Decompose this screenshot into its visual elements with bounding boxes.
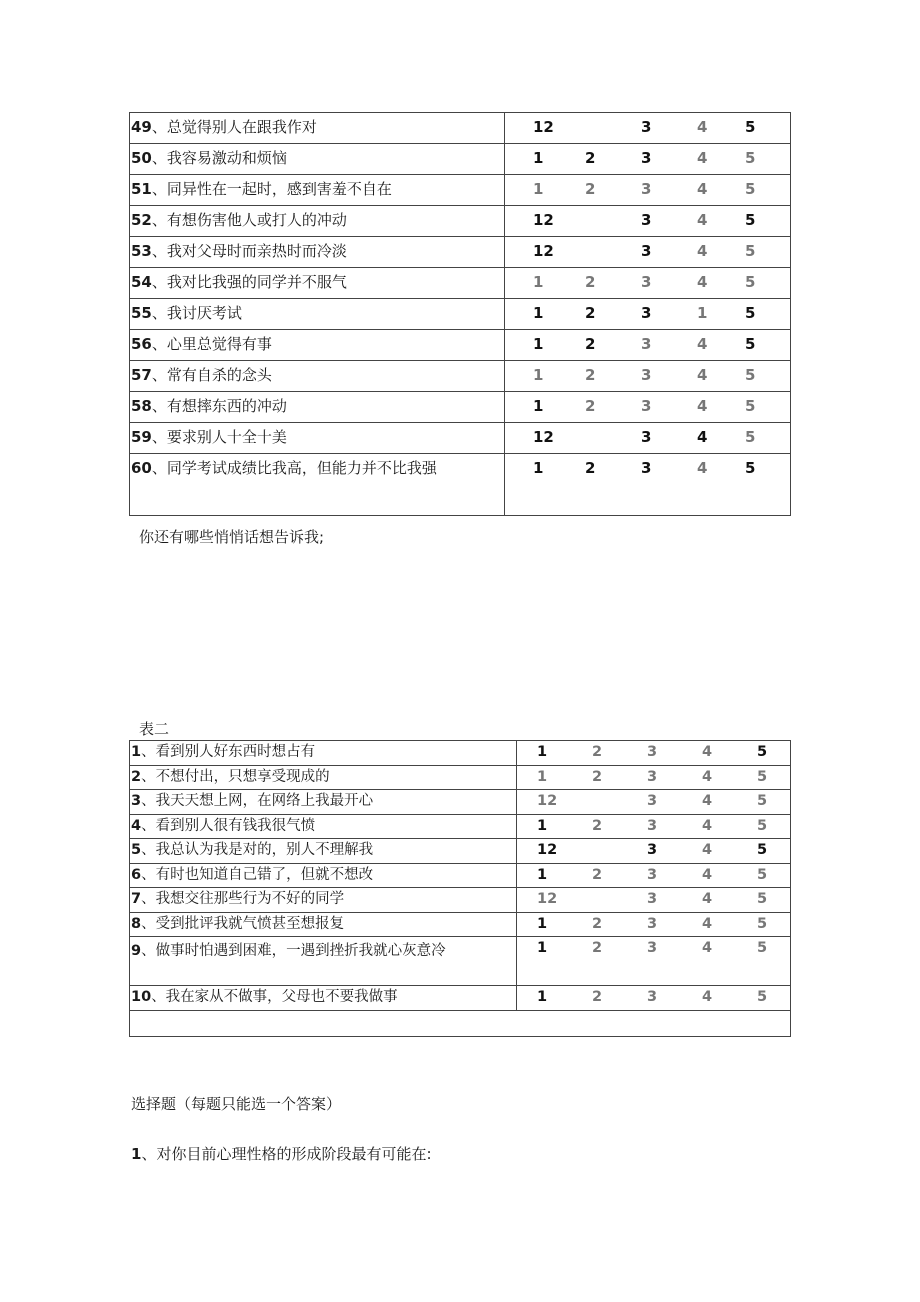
question-cell [130, 144, 505, 175]
table1-row-59 [130, 423, 791, 454]
score-cell [517, 888, 791, 913]
score-option: 4 [697, 273, 708, 291]
score-option: 5 [757, 989, 768, 1005]
question-cell [130, 839, 517, 864]
score-cell [517, 741, 791, 766]
question-text [130, 864, 516, 885]
score-option: 1 [537, 768, 548, 785]
score-cell [505, 268, 791, 299]
score-cell [517, 863, 791, 888]
score-option: 4 [697, 149, 708, 167]
score-option: 5 [757, 940, 768, 956]
score-option: 5 [757, 793, 768, 809]
question-text [130, 423, 504, 447]
question-text [130, 454, 504, 478]
score-cell [517, 765, 791, 790]
question-label: 、不想付出，只想享受现成的 [141, 768, 330, 785]
score-option: 4 [697, 118, 708, 136]
score-option: 5 [745, 304, 756, 322]
score-option: 5 [745, 149, 756, 167]
score-option: 4 [702, 793, 713, 809]
question-text [130, 330, 504, 354]
score-cell [505, 144, 791, 175]
score-option: 3 [647, 842, 658, 858]
score-cell [505, 330, 791, 361]
question-label: 、我想交往那些行为不好的同学 [141, 891, 345, 907]
question-text [130, 268, 504, 292]
score-option: 4 [702, 989, 713, 1005]
score-option: 5 [757, 817, 768, 834]
question-label: 、要求别人十全十美 [151, 428, 287, 446]
score-option: 12 [533, 428, 554, 446]
score-option: 2 [585, 304, 596, 322]
score-option: 5 [757, 744, 768, 760]
table2-row-1 [130, 741, 791, 766]
question-text [130, 888, 516, 909]
question-cell [130, 888, 517, 913]
score-option: 2 [592, 768, 603, 785]
question-cell [130, 423, 505, 454]
score-option: 12 [537, 793, 558, 809]
question-cell [130, 814, 517, 839]
score-cell [517, 790, 791, 815]
score-option: 12 [533, 118, 554, 136]
score-option: 5 [745, 180, 756, 198]
score-option: 3 [647, 940, 658, 956]
blank-cell [130, 1010, 791, 1036]
score-option: 2 [585, 180, 596, 198]
score-option: 4 [702, 817, 713, 834]
score-cell [505, 237, 791, 268]
question-number: 1 [131, 1145, 142, 1163]
score-option: 2 [585, 335, 596, 353]
table1-row-50 [130, 144, 791, 175]
score-option: 4 [697, 211, 708, 229]
score-cell [505, 113, 791, 144]
question-label: 、我讨厌考试 [151, 304, 242, 322]
score-option: 1 [537, 989, 548, 1005]
question-label: 、常有自杀的念头 [151, 366, 272, 384]
table2-row-5 [130, 839, 791, 864]
score-option: 1 [537, 744, 548, 760]
score-cell [517, 937, 791, 986]
score-option: 5 [757, 915, 768, 932]
question-number: 51 [131, 180, 152, 198]
score-option: 3 [647, 866, 658, 883]
question-number: 60 [131, 459, 152, 477]
question-text [130, 144, 504, 168]
score-option: 4 [697, 397, 708, 415]
score-option: 4 [697, 335, 708, 353]
question-label: 、有想摔东西的冲动 [151, 397, 287, 415]
score-cell [505, 175, 791, 206]
question-cell [130, 986, 517, 1011]
score-option: 5 [757, 866, 768, 883]
question-text [130, 237, 504, 261]
score-option: 3 [641, 397, 652, 415]
question-number: 1 [131, 744, 142, 760]
question-text [130, 913, 516, 934]
score-option: 3 [641, 428, 652, 446]
score-option: 2 [592, 940, 603, 956]
score-option: 4 [697, 459, 708, 477]
score-option: 5 [745, 118, 756, 136]
score-option: 2 [585, 273, 596, 291]
score-option: 5 [757, 891, 768, 907]
score-option: 3 [641, 180, 652, 198]
score-option: 3 [641, 273, 652, 291]
score-option: 4 [697, 428, 708, 446]
question-label: 、有时也知道自己错了，但就不想改 [141, 866, 374, 883]
score-option: 5 [745, 428, 756, 446]
question-number: 9 [131, 943, 142, 959]
score-option: 1 [533, 180, 544, 198]
score-option: 2 [592, 866, 603, 883]
table2-row-3 [130, 790, 791, 815]
question-number: 56 [131, 335, 152, 353]
table1-row-52 [130, 206, 791, 237]
table1-row-55 [130, 299, 791, 330]
question-number: 53 [131, 242, 152, 260]
score-option: 5 [757, 842, 768, 858]
score-option: 4 [697, 242, 708, 260]
table1-row-56 [130, 330, 791, 361]
score-cell [505, 299, 791, 330]
question-number: 6 [131, 866, 142, 883]
score-option: 4 [702, 866, 713, 883]
score-option: 4 [697, 366, 708, 384]
score-option: 3 [641, 242, 652, 260]
question-label: 、受到批评我就气愤甚至想报复 [141, 915, 345, 932]
questionnaire-table-1 [129, 112, 791, 516]
question-label: 、我对比我强的同学并不服气 [151, 273, 347, 291]
question-number: 8 [131, 915, 142, 932]
choice-heading: 选择题（每题只能选一个答案） [131, 1095, 342, 1113]
score-option: 3 [647, 744, 658, 760]
question-cell [130, 113, 505, 144]
table2-blank-row [130, 1010, 791, 1036]
table1-row-53 [130, 237, 791, 268]
table2-row-9 [130, 937, 791, 986]
score-option: 3 [641, 118, 652, 136]
score-option: 3 [641, 459, 652, 477]
table2-row-4 [130, 814, 791, 839]
table1-row-60 [130, 454, 791, 516]
question-label: 、我对父母时而亲热时而冷淡 [151, 242, 347, 260]
question-cell [130, 741, 517, 766]
score-cell [517, 814, 791, 839]
question-text [130, 766, 516, 787]
question-number: 55 [131, 304, 152, 322]
question-number: 5 [131, 842, 142, 858]
question-number: 3 [131, 793, 142, 809]
question-cell [130, 175, 505, 206]
score-option: 4 [702, 842, 713, 858]
question-cell [130, 454, 505, 516]
table2-row-8 [130, 912, 791, 937]
question-number: 52 [131, 211, 152, 229]
question-label: 、看到别人好东西时想占有 [141, 744, 316, 760]
score-option: 1 [533, 273, 544, 291]
question-number: 10 [131, 989, 152, 1005]
whisper-prompt: 你还有哪些悄悄话想告诉我; [139, 528, 325, 546]
score-cell [505, 361, 791, 392]
score-option: 2 [592, 915, 603, 932]
table2-row-2 [130, 765, 791, 790]
score-option: 4 [702, 940, 713, 956]
question-text [130, 839, 516, 860]
score-option: 1 [533, 149, 544, 167]
question-number: 57 [131, 366, 152, 384]
question-label: 、同学考试成绩比我高，但能力并不比我强 [151, 459, 437, 477]
score-option: 5 [757, 768, 768, 785]
question-text [130, 790, 516, 811]
question-text: 、对你目前心理性格的形成阶段最有可能在: [141, 1145, 432, 1163]
question-text [130, 113, 504, 137]
score-cell [505, 423, 791, 454]
question-label: 、同异性在一起时，感到害羞不自在 [151, 180, 392, 198]
score-option: 4 [702, 915, 713, 932]
score-option: 5 [745, 273, 756, 291]
score-cell [505, 392, 791, 423]
score-option: 5 [745, 242, 756, 260]
question-label: 、看到别人很有钱我很气愤 [141, 817, 316, 834]
table1-row-58 [130, 392, 791, 423]
score-option: 3 [647, 817, 658, 834]
score-option: 1 [537, 866, 548, 883]
score-option: 3 [641, 211, 652, 229]
table2-row-10 [130, 986, 791, 1011]
score-option: 12 [533, 242, 554, 260]
question-cell [130, 912, 517, 937]
question-text [130, 392, 504, 416]
question-label: 、我在家从不做事，父母也不要我做事 [151, 989, 398, 1005]
question-label: 、我容易激动和烦恼 [151, 149, 287, 167]
score-option: 2 [585, 149, 596, 167]
table2-title: 表二 [139, 720, 170, 738]
score-cell [517, 912, 791, 937]
score-option: 1 [537, 817, 548, 834]
score-option: 3 [641, 149, 652, 167]
question-cell [130, 937, 517, 986]
score-option: 3 [647, 891, 658, 907]
question-cell [130, 765, 517, 790]
score-option: 4 [702, 891, 713, 907]
score-option: 12 [537, 891, 558, 907]
question-number: 49 [131, 118, 152, 136]
question-cell [130, 361, 505, 392]
score-option: 3 [647, 793, 658, 809]
table1-row-51 [130, 175, 791, 206]
score-option: 1 [537, 940, 548, 956]
question-label: 、我天天想上网，在网络上我最开心 [141, 793, 374, 809]
score-option: 1 [697, 304, 708, 322]
table2-row-7 [130, 888, 791, 913]
score-option: 2 [585, 397, 596, 415]
question-text [130, 815, 516, 836]
question-text [130, 986, 516, 1007]
question-cell [130, 268, 505, 299]
question-label: 、有想伤害他人或打人的冲动 [151, 211, 347, 229]
question-text [130, 206, 504, 230]
score-option: 1 [533, 397, 544, 415]
score-cell [505, 206, 791, 237]
score-option: 1 [533, 366, 544, 384]
question-number: 7 [131, 891, 142, 907]
question-text [130, 299, 504, 323]
question-cell [130, 863, 517, 888]
score-option: 3 [641, 304, 652, 322]
score-option: 12 [537, 842, 558, 858]
question-cell [130, 330, 505, 361]
table2-row-6 [130, 863, 791, 888]
question-label: 、心里总觉得有事 [151, 335, 272, 353]
score-option: 2 [592, 744, 603, 760]
table1-row-49 [130, 113, 791, 144]
question-cell [130, 790, 517, 815]
score-option: 3 [641, 366, 652, 384]
score-option: 4 [697, 180, 708, 198]
score-option: 3 [647, 989, 658, 1005]
question-cell [130, 206, 505, 237]
score-option: 1 [533, 335, 544, 353]
question-text [130, 361, 504, 385]
score-option: 5 [745, 366, 756, 384]
score-option: 12 [533, 211, 554, 229]
table1-row-57 [130, 361, 791, 392]
score-cell [505, 454, 791, 516]
question-number: 2 [131, 768, 142, 785]
score-option: 4 [702, 768, 713, 785]
choice-question-1 [131, 1144, 432, 1164]
score-option: 1 [537, 915, 548, 932]
question-text [130, 741, 516, 762]
score-option: 2 [592, 989, 603, 1005]
question-number: 4 [131, 817, 142, 834]
question-label: 、我总认为我是对的，别人不理解我 [141, 842, 374, 858]
question-cell [130, 392, 505, 423]
score-cell [517, 839, 791, 864]
questionnaire-table-2 [129, 740, 791, 1037]
question-text [130, 937, 471, 985]
question-cell [130, 237, 505, 268]
score-option: 5 [745, 335, 756, 353]
question-number: 54 [131, 273, 152, 291]
question-text [130, 175, 504, 199]
question-label: 、做事时怕遇到困难，一遇到挫折我就心灰意冷 [141, 943, 446, 959]
score-option: 3 [641, 335, 652, 353]
question-number: 58 [131, 397, 152, 415]
score-option: 5 [745, 459, 756, 477]
question-number: 50 [131, 149, 152, 167]
score-cell [517, 986, 791, 1011]
question-cell [130, 299, 505, 330]
score-option: 2 [592, 817, 603, 834]
score-option: 3 [647, 915, 658, 932]
score-option: 2 [585, 366, 596, 384]
score-option: 1 [533, 304, 544, 322]
score-option: 5 [745, 211, 756, 229]
score-option: 4 [702, 744, 713, 760]
score-option: 5 [745, 397, 756, 415]
score-option: 1 [533, 459, 544, 477]
table1-row-54 [130, 268, 791, 299]
score-option: 2 [585, 459, 596, 477]
score-option: 3 [647, 768, 658, 785]
question-number: 59 [131, 428, 152, 446]
question-label: 、总觉得别人在跟我作对 [151, 118, 317, 136]
